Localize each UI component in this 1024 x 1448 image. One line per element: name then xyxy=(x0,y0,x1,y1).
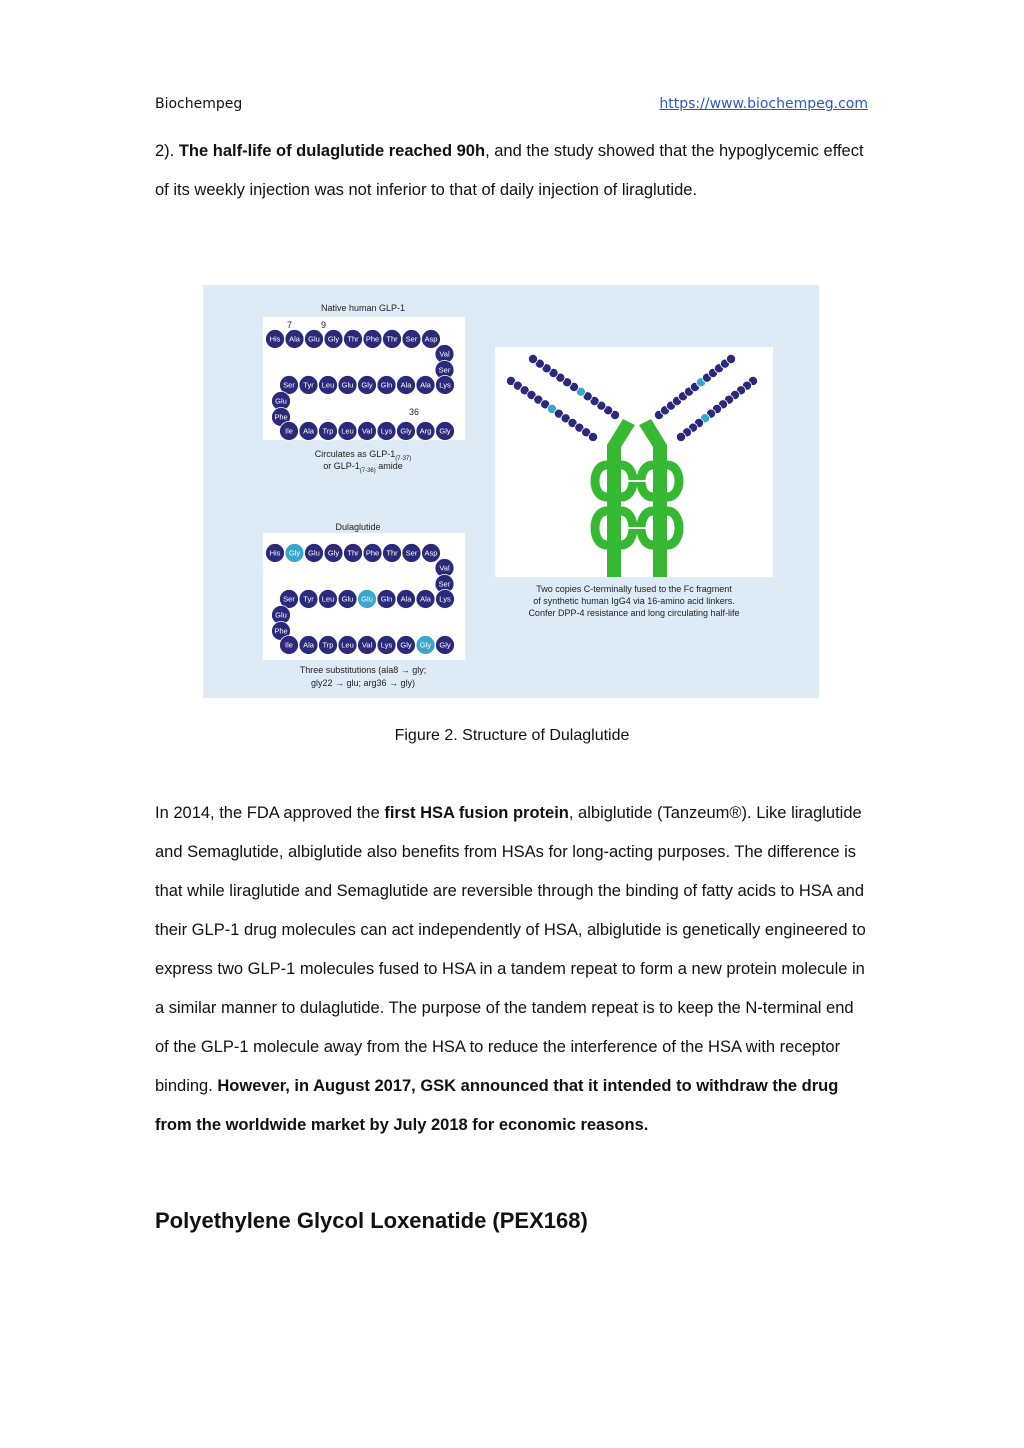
figure-caption: Figure 2. Structure of Dulaglutide xyxy=(394,727,630,744)
residue-label: Trp xyxy=(322,640,334,650)
residue-label: Ala xyxy=(303,426,314,436)
residue-label: Trp xyxy=(322,426,334,436)
residue-label: Asp xyxy=(424,334,438,344)
residue-bead xyxy=(528,354,537,363)
residue-label: Gly xyxy=(327,548,340,558)
residue-label: Gln xyxy=(380,380,393,390)
paragraph-bold-phrase: first HSA fusion protein xyxy=(384,804,569,822)
residue-label: Ser xyxy=(283,594,295,604)
residue-label: Arg xyxy=(419,426,432,436)
residue-label: Ser xyxy=(438,579,451,589)
paragraph-albiglutide xyxy=(155,794,870,1145)
paragraph-bold-phrase: The half-life of dulaglutide reached 90h xyxy=(178,142,486,160)
residue-label: Val xyxy=(439,563,450,573)
native-title: Native human GLP-1 xyxy=(320,303,406,313)
residue-label: Gln xyxy=(380,594,393,604)
residue-label: Val xyxy=(439,349,450,359)
residue-label: Thr xyxy=(347,548,359,558)
residue-label: Ile xyxy=(285,640,293,650)
residue-label: Ser xyxy=(438,365,451,375)
residue-label: Ala xyxy=(303,640,314,650)
residue-label: Glu xyxy=(308,334,320,344)
residue-label: Ser xyxy=(405,334,418,344)
paragraph-half-life xyxy=(155,132,870,210)
paragraph-text: In 2014, the FDA approved the xyxy=(155,804,385,822)
residue-label: Ser xyxy=(283,380,295,390)
residue-label: Val xyxy=(361,640,373,650)
native-note-line2: or GLP-$1_{(7-36)}$ amide xyxy=(323,461,403,474)
residue-bead xyxy=(676,432,685,441)
residue-label: Leu xyxy=(321,594,335,604)
figure-dulaglutide-structure xyxy=(203,285,819,698)
native-note-line1: Circulates as GLP-$1_{(7-37)}$ xyxy=(314,449,412,462)
residue-label: Glu xyxy=(361,594,373,604)
residue-label: Thr xyxy=(386,548,398,558)
position-9-label: 9 xyxy=(321,320,327,330)
residue-label: Leu xyxy=(321,380,335,390)
residue-label: Ile xyxy=(285,426,293,436)
residue-label: Ala xyxy=(400,594,412,604)
residue-label: Gly xyxy=(361,380,373,390)
residue-label: Leu xyxy=(341,426,354,436)
residue-label: Lys xyxy=(439,594,451,604)
residue-label: His xyxy=(269,334,281,344)
page-header xyxy=(155,96,868,112)
residue-label: Lys xyxy=(380,640,393,650)
residue-label: Phe xyxy=(274,412,288,422)
residue-label: Gly xyxy=(439,640,451,650)
fc-note-line3: Confer DPP-4 resistance and long circulating half-life xyxy=(528,608,740,618)
residue-label: Ala xyxy=(420,594,431,604)
residue-label: Phe xyxy=(365,548,380,558)
structure-diagram xyxy=(203,285,819,698)
antibody-panel xyxy=(495,347,773,577)
dula-note-line2: gly22 → glu; arg36 → gly) xyxy=(310,678,416,688)
residue-label: Glu xyxy=(308,548,320,558)
paragraph-bold-phrase: However, in August 2017, GSK announced that it intended to withdraw the drug from the worldwide market by July 2018 for economic reasons. xyxy=(155,1077,839,1134)
residue-label: Tyr xyxy=(303,594,314,604)
paragraph-text: , and the study showed that the hypoglycemic effect of its weekly injection was not inferior to that of daily injection of liraglutide. xyxy=(155,142,864,199)
residue-label: Glu xyxy=(275,396,287,406)
header-brand: Biochempeg xyxy=(155,96,243,112)
residue-label: Gly xyxy=(419,640,432,650)
fc-note-line2: of synthetic human IgG4 via 16-amino acid linkers. xyxy=(533,596,735,606)
residue-label: Gly xyxy=(439,426,451,436)
residue-label: Gly xyxy=(400,640,412,650)
residue-label: Ala xyxy=(400,380,412,390)
residue-bead xyxy=(726,354,735,363)
residue-label: Val xyxy=(361,426,373,436)
dula-note-line1: Three substitutions (ala8 → gly; xyxy=(299,665,427,675)
fc-note-line1: Two copies C-terminally fused to the Fc fragment xyxy=(536,584,732,594)
residue-label: Glu xyxy=(275,610,287,620)
residue-label: Thr xyxy=(386,334,398,344)
residue-label: His xyxy=(269,548,281,558)
paragraph-text: , albiglutide (Tanzeum®). Like liraglutide and Semaglutide, albiglutide also benefits from HSAs for long-acting purposes. The difference is that while liraglutide and Semaglutide are reversible through the binding of fatty acids to HSA and their GLP-1 drug molecules can act independently of HSA, albiglutide is genetically engineered to express two GLP-1 molecules fused to HSA in a tandem repeat to form a new protein molecule in a similar manner to dulaglutide. The purpose of the tandem repeat is to keep the N-terminal end of the GLP-1 molecule away from the HSA to reduce the interference of the HSA with receptor binding. xyxy=(155,804,866,1095)
residue-label: Thr xyxy=(347,334,359,344)
residue-label: Ala xyxy=(289,334,300,344)
residue-label: Gly xyxy=(400,426,412,436)
residue-label: Lys xyxy=(380,426,393,436)
residue-label: Lys xyxy=(439,380,451,390)
residue-label: Tyr xyxy=(303,380,314,390)
residue-label: Gly xyxy=(327,334,340,344)
section-heading: Polyethylene Glycol Loxenatide (PEX168) xyxy=(155,1208,588,1233)
residue-label: Leu xyxy=(341,640,354,650)
residue-label: Ser xyxy=(405,548,418,558)
residue-label: Gly xyxy=(288,548,301,558)
residue-label: Asp xyxy=(424,548,438,558)
residue-label: Glu xyxy=(341,594,354,604)
residue-bead xyxy=(588,432,597,441)
residue-label: Glu xyxy=(341,380,354,390)
position-36-label: 36 xyxy=(409,407,420,417)
residue-label: Phe xyxy=(365,334,380,344)
residue-label: Ala xyxy=(420,380,431,390)
header-website-link[interactable]: https://www.biochempeg.com xyxy=(659,96,868,112)
dula-title: Dulaglutide xyxy=(335,522,381,532)
residue-label: Phe xyxy=(274,626,288,636)
paragraph-prefix: 2). xyxy=(155,142,179,160)
position-7-label: 7 xyxy=(287,320,293,330)
